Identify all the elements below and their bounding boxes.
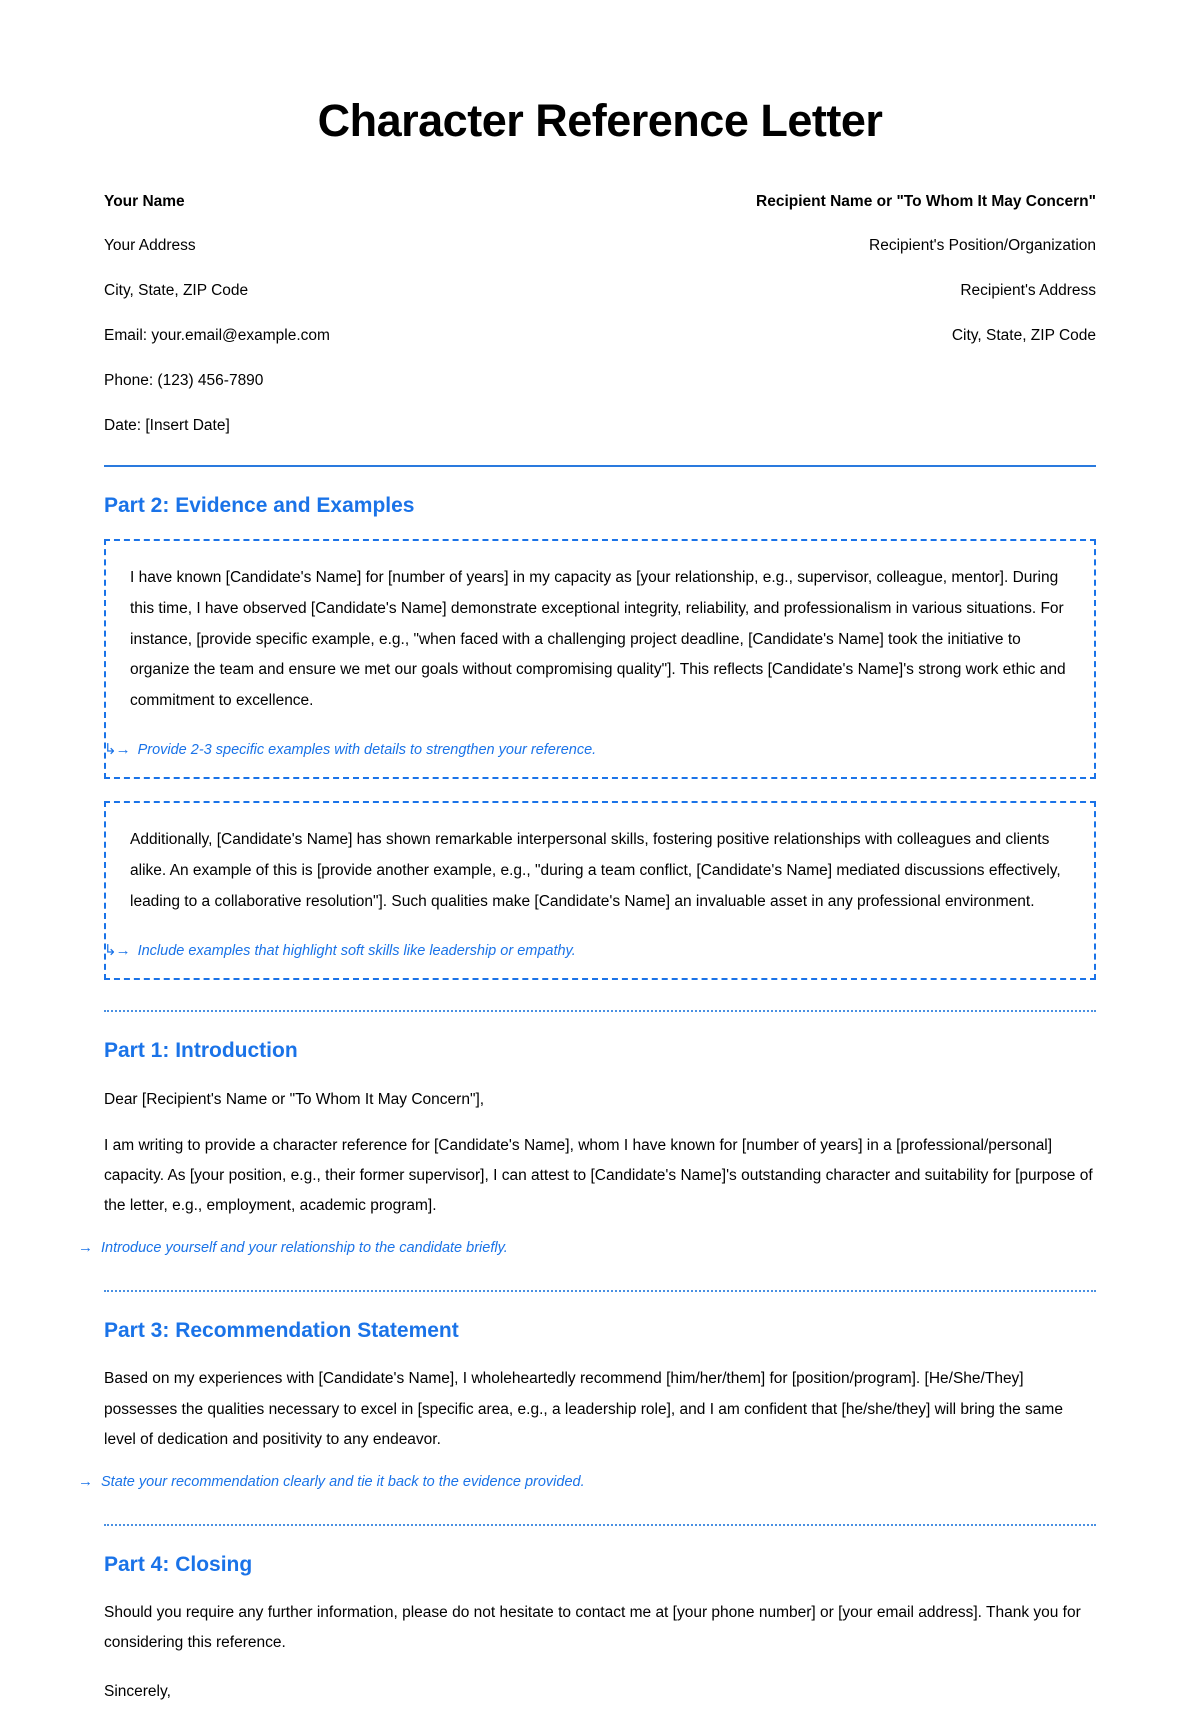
part-4-signoff: Sincerely,	[104, 1682, 171, 1700]
section-divider-1	[104, 1010, 1096, 1012]
part-1-heading: Part 1: Introduction	[104, 1039, 298, 1063]
section-part-4	[104, 1552, 1096, 1707]
address-block	[104, 192, 1096, 438]
part-3-heading: Part 3: Recommendation Statement	[104, 1319, 459, 1343]
evidence-box-1-hint	[104, 739, 1070, 762]
part-2-heading: Part 2: Evidence and Examples	[104, 494, 415, 518]
section-divider-2	[104, 1290, 1096, 1292]
part-1-hint	[78, 1237, 1096, 1260]
hint-text: Include examples that highlight soft skills like leadership or empathy.	[137, 942, 576, 959]
section-part-1	[78, 1038, 1096, 1260]
hint-text: Provide 2-3 specific examples with details to strengthen your reference.	[137, 741, 597, 758]
hint-arrow-icon: →	[78, 1473, 93, 1491]
sender-address: Your Address	[104, 237, 196, 255]
evidence-box-2-body: Additionally, [Candidate's Name] has shown remarkable interpersonal skills, fostering positive relationships with colleagues and clients alike. An example of this is [provide another example, e.g., "during a team conflict, [Candidate's Name] mediated discussions effectively, leading to a collaborative resolution"]. Such qualities make [Candidate's Name] an invaluable asset in any professional environment.	[130, 831, 1061, 910]
sender-name: Your Name	[104, 192, 185, 210]
part-1-body: I am writing to provide a character reference for [Candidate's Name], whom I have known for [number of years] in a [professional/personal] capacity. As [your position, e.g., their former supervisor], I can attest to [Candidate's Name]'s outstanding character and suitability for [purpose of the letter, e.g., employment, academic program].	[104, 1136, 1093, 1215]
recipient-name: Recipient Name or "To Whom It May Concern"	[756, 192, 1096, 210]
sender-address-column	[104, 192, 330, 438]
section-divider-3	[104, 1524, 1096, 1526]
sender-phone: Phone: (123) 456-7890	[104, 372, 264, 390]
hint-arrow-icon: ↳→	[104, 740, 130, 758]
hint-arrow-icon: →	[78, 1239, 93, 1257]
hint-text: Introduce yourself and your relationship to the candidate briefly.	[101, 1240, 508, 1257]
section-part-3	[78, 1318, 1096, 1494]
evidence-box-2	[104, 801, 1096, 980]
part-4-body: Should you require any further information, please do not hesitate to contact me at [your phone number] or [your email address]. Thank you for considering this reference.	[104, 1604, 1081, 1652]
recipient-address-column	[756, 192, 1096, 348]
evidence-box-1	[104, 539, 1096, 779]
recipient-address: Recipient's Address	[960, 282, 1096, 300]
recipient-position: Recipient's Position/Organization	[869, 237, 1096, 255]
part-3-hint	[78, 1471, 1096, 1494]
recipient-city-state-zip: City, State, ZIP Code	[951, 327, 1096, 345]
part-4-heading: Part 4: Closing	[104, 1552, 253, 1576]
evidence-box-2-hint	[104, 940, 1070, 963]
hint-arrow-icon: ↳→	[104, 941, 130, 959]
letter-date: Date: [Insert Date]	[104, 417, 230, 435]
sender-city-state-zip: City, State, ZIP Code	[104, 282, 249, 300]
sender-email: Email: your.email@example.com	[104, 327, 330, 345]
page-title: Character Reference Letter	[317, 95, 883, 146]
section-part-2	[104, 493, 1096, 980]
header-divider	[104, 465, 1096, 467]
hint-text: State your recommendation clearly and tie it back to the evidence provided.	[101, 1474, 585, 1491]
part-3-body: Based on my experiences with [Candidate's Name], I wholeheartedly recommend [him/her/them] for [position/program]. [He/She/They] possesses the qualities necessary to excel in [specific area, e.g., a leadership role], and I am confident that [he/she/they] will bring the same level of dedication and positivity to any endeavor.	[104, 1370, 1063, 1448]
part-1-salutation: Dear [Recipient's Name or "To Whom It May Concern"],	[104, 1090, 485, 1108]
evidence-box-1-body: I have known [Candidate's Name] for [number of years] in my capacity as [your relationship, e.g., supervisor, colleague, mentor]. During this time, I have observed [Candidate's Name] demonstrate exceptional integrity, reliability, and professionalism in various situations. For instance, [provide specific example, e.g., "when faced with a challenging project deadline, [Candidate's Name] took the initiative to organize the team and ensure we met our goals without compromising quality"]. This reflects [Candidate's Name]'s strong work ethic and commitment to excellence.	[130, 569, 1066, 710]
